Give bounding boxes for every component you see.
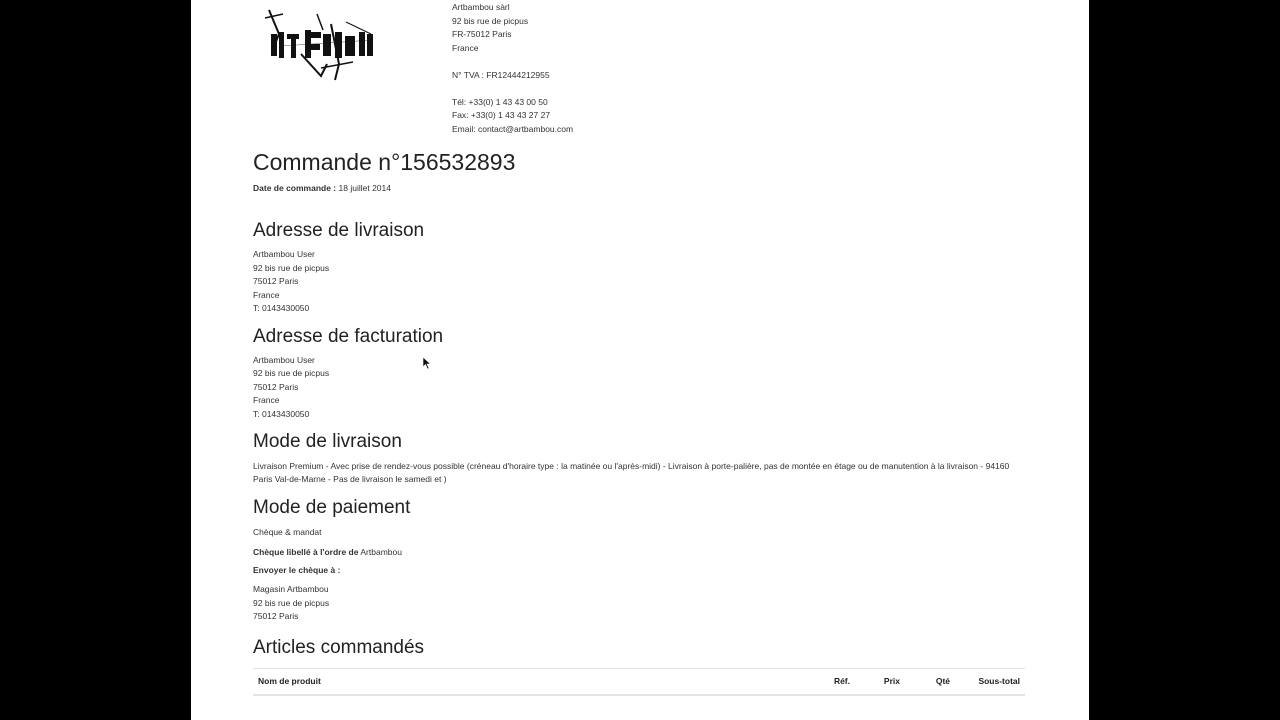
order-date	[253, 183, 1025, 193]
ordered-items-table	[253, 668, 1025, 696]
payment-method-heading: Mode de paiement	[253, 497, 411, 518]
payment-send-address	[253, 583, 1025, 624]
company-city: FR-75012 Paris	[452, 29, 512, 39]
column-ref: Réf.	[795, 668, 855, 695]
art-bambou-logo-icon	[261, 4, 381, 84]
shipping-address-line: Artbambou User	[253, 249, 315, 259]
billing-address-line: 75012 Paris	[253, 381, 299, 392]
column-price: Prix	[855, 668, 905, 695]
billing-address-line: 92 bis rue de picpus	[253, 368, 330, 378]
column-product-name: Nom de produit	[253, 668, 795, 695]
column-qty: Qté	[905, 668, 955, 695]
payment-method-value: Chèque & mandat	[253, 527, 322, 537]
shipping-address	[253, 248, 1025, 316]
billing-address-line: T: 0143430050	[253, 408, 310, 419]
payment-payable-value: Artbambou	[360, 547, 402, 557]
billing-address-line: France	[253, 395, 280, 405]
billing-address	[253, 354, 1025, 422]
payment-send-line: 75012 Paris	[253, 611, 299, 621]
payment-payable	[253, 547, 1025, 557]
shipping-address-line: 92 bis rue de picpus	[253, 262, 330, 273]
shipping-address-heading: Adresse de livraison	[253, 220, 425, 241]
order-date-label: Date de commande :	[253, 183, 337, 193]
invoice-content	[253, 147, 1025, 696]
order-title: Commande n°156532893	[253, 149, 516, 175]
company-tel: Tél: +33(0) 1 43 43 00 50	[452, 96, 548, 107]
shipping-address-line: France	[253, 289, 280, 300]
mouse-pointer-icon	[422, 356, 432, 370]
table-header-row	[253, 668, 1025, 695]
payment-send-line: 92 bis rue de picpus	[253, 597, 330, 608]
shipping-method-text: Livraison Premium - Avec prise de rendez-vous possible (créneau d'horaire type : la matinée ou l'après-midi) - Livraison à porte-palière, pas de montée en étage ou de manutention à la livraison - 94160 Paris Val-de-Marne - Pas de livraison le samedi et )	[253, 461, 1010, 484]
payment-payable-label: Chèque libellé à l'ordre de	[253, 547, 359, 557]
company-street: 92 bis rue de picpus	[452, 15, 529, 26]
shipping-method-heading: Mode de livraison	[253, 431, 402, 452]
company-vat: N° TVA : FR12444212955	[452, 69, 550, 80]
ordered-items-heading: Articles commandés	[253, 636, 425, 658]
company-name: Artbambou sàrl	[452, 2, 510, 12]
shipping-address-line: 75012 Paris	[253, 276, 299, 286]
company-email: Email: contact@artbambou.com	[452, 123, 574, 134]
column-subtotal: Sous-total	[955, 668, 1025, 695]
company-country: France	[452, 42, 479, 53]
payment-send-line: Magasin Artbambou	[253, 584, 329, 594]
payment-send-label-text: Envoyer le chèque à :	[253, 565, 341, 575]
company-info	[452, 1, 573, 136]
billing-address-heading: Adresse de facturation	[253, 325, 444, 347]
invoice-page	[191, 0, 1089, 720]
company-fax: Fax: +33(0) 1 43 43 27 27	[452, 110, 551, 120]
order-date-value: 18 juillet 2014	[338, 183, 391, 193]
shipping-address-line: T: 0143430050	[253, 303, 310, 313]
payment-send-label	[253, 565, 1025, 575]
billing-address-line: Artbambou User	[253, 354, 315, 365]
